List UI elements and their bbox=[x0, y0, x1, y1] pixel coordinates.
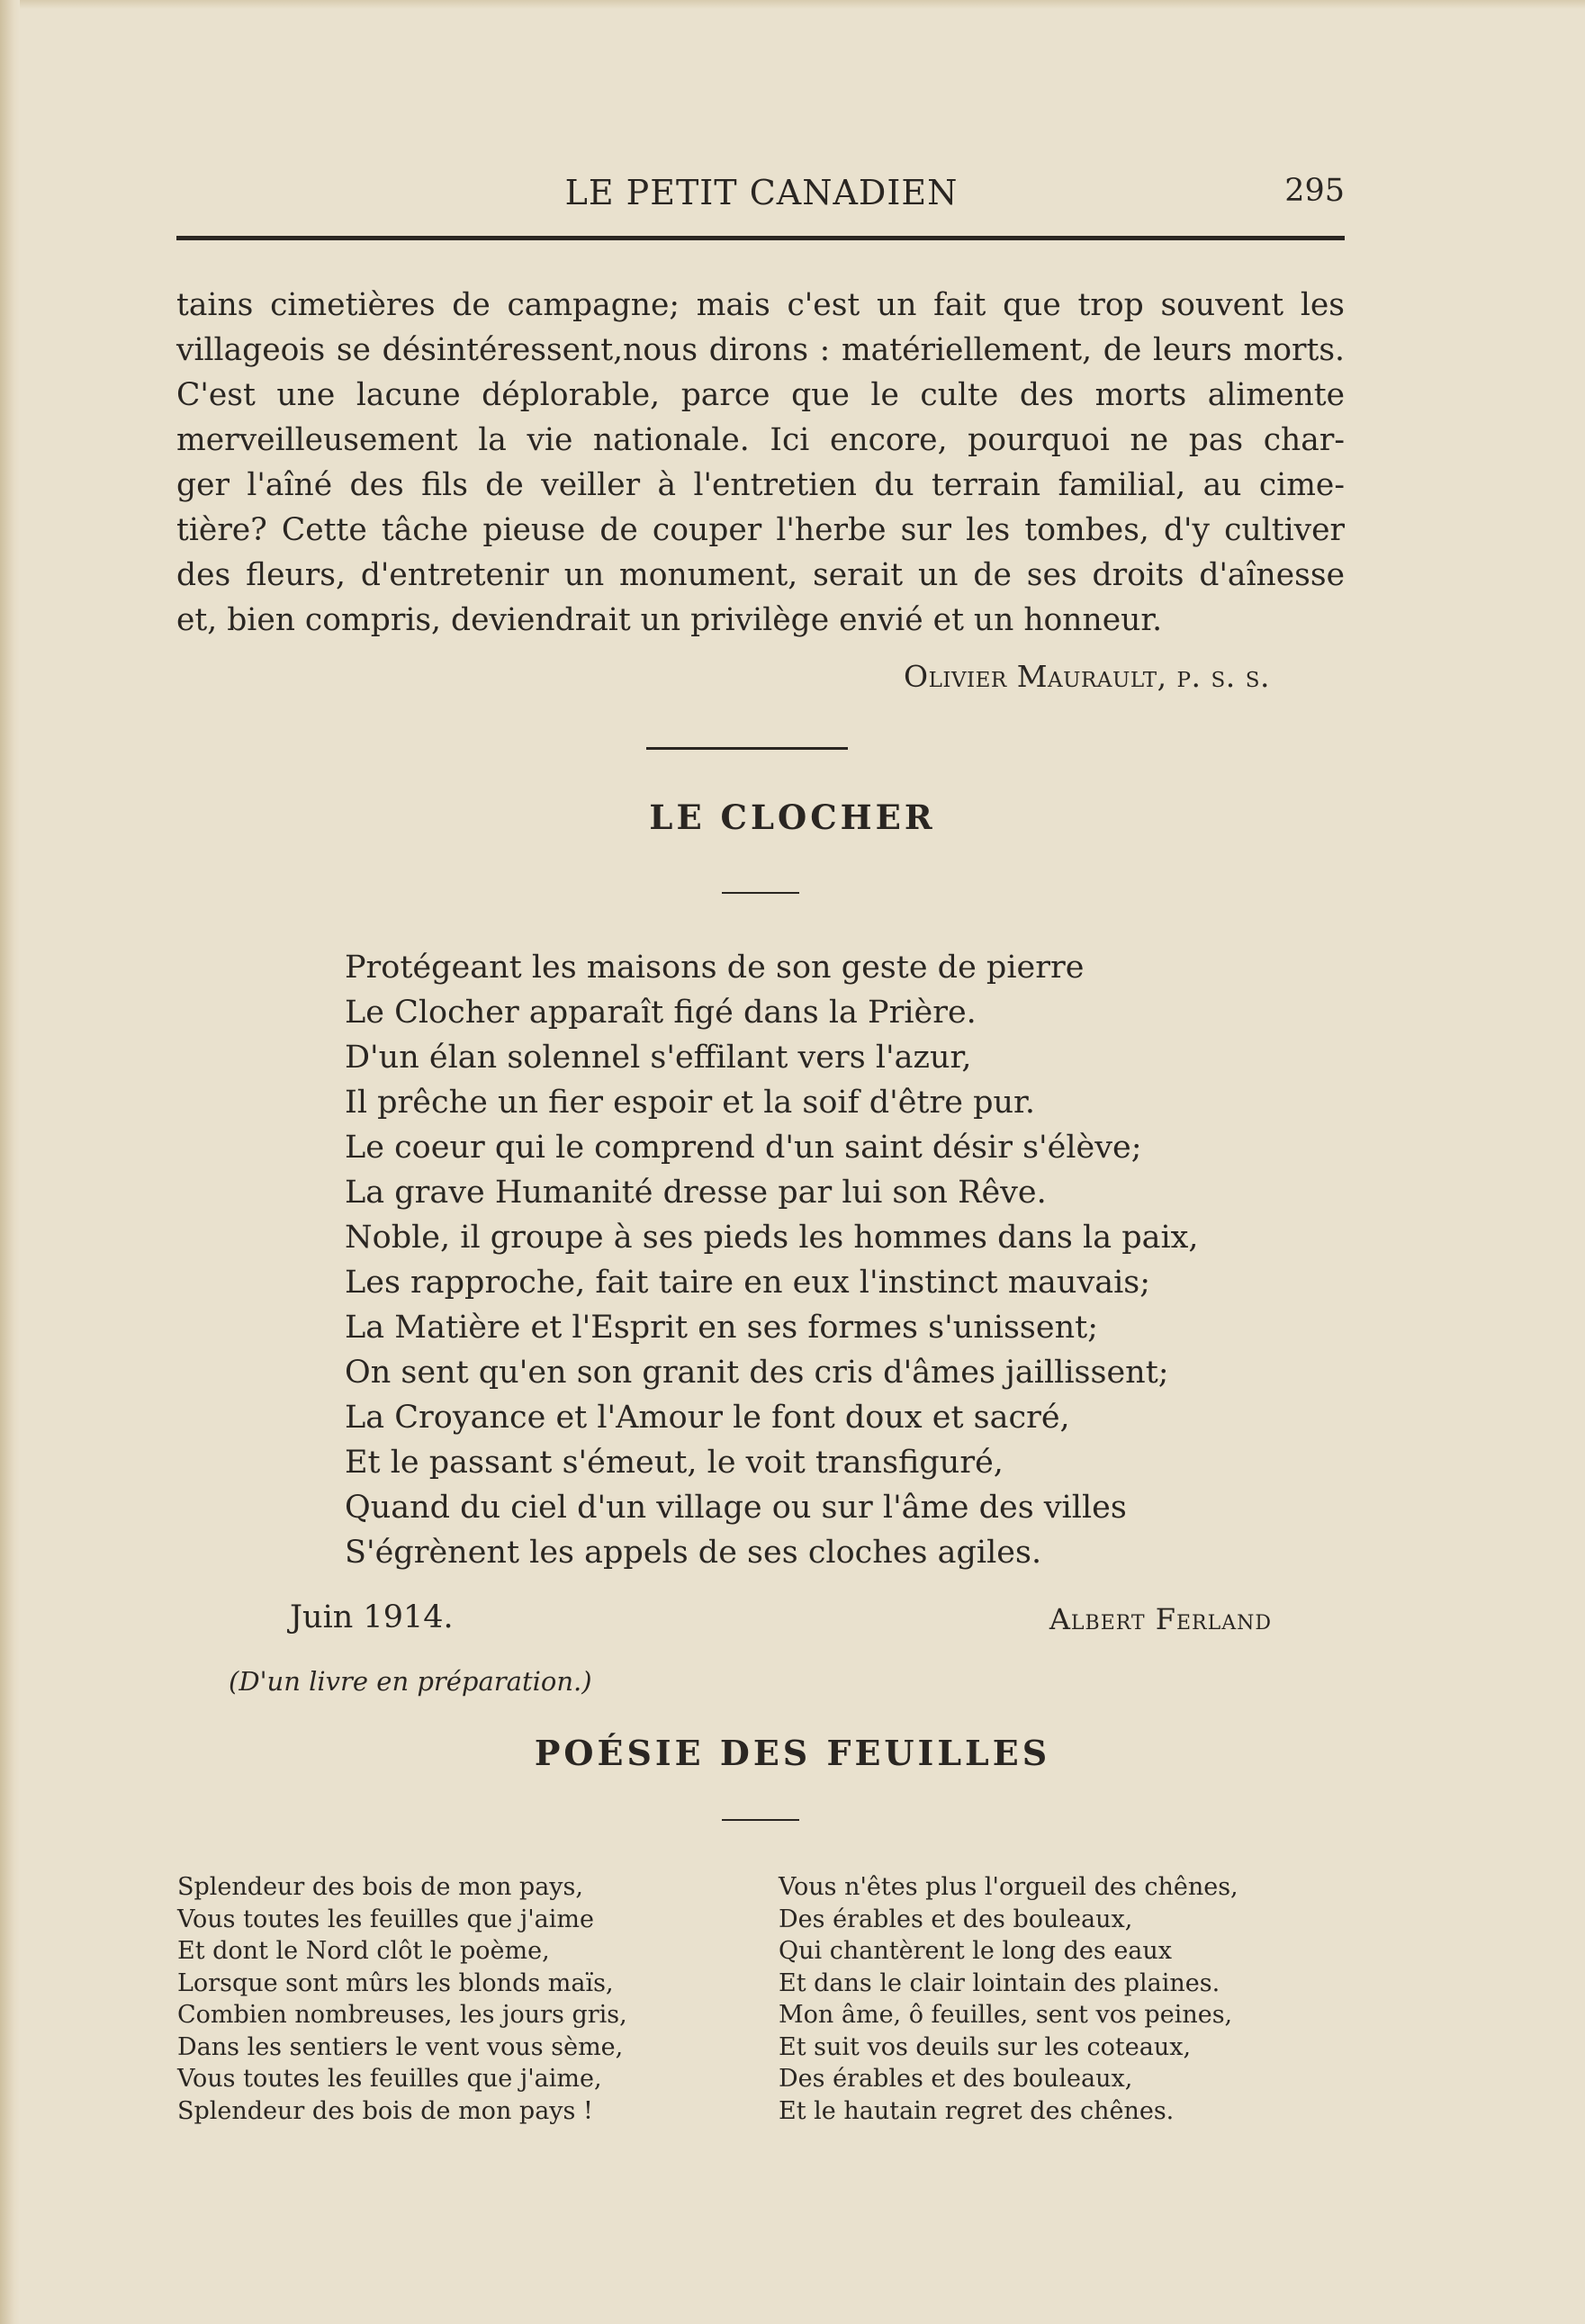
page-header bbox=[178, 173, 1345, 227]
title-underline bbox=[722, 1819, 799, 1821]
verse-line: Splendeur des bois de mon pays, bbox=[177, 1873, 583, 1901]
verse-line: La Matière et l'Esprit en ses formes s'unissent; bbox=[345, 1310, 1099, 1346]
verse-line: Et le passant s'émeut, le voit transfiguré, bbox=[345, 1445, 1004, 1481]
right-stanza bbox=[779, 1871, 1238, 2127]
prose-line: et, bien compris, deviendrait un privilège envié et un honneur. bbox=[176, 602, 1163, 638]
verse-line: Et dans le clair lointain des plaines. bbox=[779, 1968, 1220, 1997]
prose-line: tière? Cette tâche pieuse de couper l'herbe sur les tombes, d'y cultiver bbox=[176, 512, 1345, 548]
verse-line: D'un élan solennel s'effilant vers l'azur, bbox=[345, 1040, 972, 1076]
verse-line: Le Clocher apparaît figé dans la Prière. bbox=[345, 995, 977, 1031]
verse-line: Les rapproche, fait taire en eux l'instinct mauvais; bbox=[345, 1265, 1151, 1301]
prose-line: des fleurs, d'entretenir un monument, serait un de ses droits d'aînesse bbox=[176, 557, 1345, 593]
verse-line: La Croyance et l'Amour le font doux et sacré, bbox=[345, 1400, 1070, 1436]
poem-clocher-verses bbox=[345, 945, 1199, 1575]
prose-line: merveilleusement la vie nationale. Ici encore, pourquoi ne pas char- bbox=[176, 422, 1345, 458]
verse-line: On sent qu'en son granit des cris d'âmes jaillissent; bbox=[345, 1355, 1169, 1391]
verse-line: Combien nombreuses, les jours gris, bbox=[177, 2001, 627, 2029]
source-note: (D'un livre en préparation.) bbox=[229, 1666, 592, 1697]
poem-author: Albert Ferland bbox=[1049, 1602, 1272, 1636]
verse-line: S'égrènent les appels de ses cloches agiles. bbox=[345, 1535, 1042, 1571]
poem-title-clocher: LE CLOCHER bbox=[649, 797, 936, 837]
poem-date: Juin 1914. bbox=[290, 1599, 454, 1635]
verse-line: Il prêche un fier espoir et la soif d'être pur. bbox=[345, 1085, 1036, 1121]
poem-title-feuilles: POÉSIE DES FEUILLES bbox=[534, 1733, 1051, 1773]
prose-line: C'est une lacune déplorable, parce que le culte des morts alimente bbox=[176, 377, 1345, 413]
page-top-edge bbox=[0, 0, 1585, 9]
left-stanza bbox=[177, 1871, 627, 2127]
verse-line: Splendeur des bois de mon pays ! bbox=[177, 2096, 593, 2125]
verse-line: Noble, il groupe à ses pieds les hommes dans la paix, bbox=[345, 1220, 1199, 1256]
section-divider bbox=[646, 747, 848, 750]
verse-line: Des érables et des bouleaux, bbox=[779, 2065, 1133, 2093]
verse-line: Le coeur qui le comprend d'un saint désir s'élève; bbox=[345, 1130, 1142, 1166]
verse-line: Et le hautain regret des chênes. bbox=[779, 2096, 1175, 2125]
verse-line: Vous n'êtes plus l'orgueil des chênes, bbox=[779, 1873, 1238, 1901]
title-underline bbox=[722, 892, 799, 894]
verse-line: Dans les sentiers le vent vous sème, bbox=[177, 2032, 624, 2061]
page-number: 295 bbox=[1284, 173, 1345, 209]
page-left-edge bbox=[0, 0, 20, 2324]
verse-line: Vous toutes les feuilles que j'aime bbox=[177, 1905, 594, 1933]
article-signature: Olivier Maurault, p. s. s. bbox=[904, 659, 1270, 694]
header-rule bbox=[176, 236, 1345, 240]
prose-line: ger l'aîné des fils de veiller à l'entretien du terrain familial, au cime- bbox=[176, 467, 1345, 503]
prose-line: villageois se désintéressent,nous dirons : matériellement, de leurs morts. bbox=[176, 332, 1345, 368]
verse-line: Mon âme, ô feuilles, sent vos peines, bbox=[779, 2001, 1233, 2029]
verse-line: La grave Humanité dresse par lui son Rêve. bbox=[345, 1175, 1047, 1211]
verse-line: Et suit vos deuils sur les coteaux, bbox=[779, 2032, 1192, 2061]
verse-line: Qui chantèrent le long des eaux bbox=[779, 1937, 1173, 1965]
verse-line: Et dont le Nord clôt le poème, bbox=[177, 1937, 550, 1965]
running-title: LE PETIT CANADIEN bbox=[564, 173, 959, 212]
verse-line: Des érables et des bouleaux, bbox=[779, 1905, 1133, 1933]
verse-line: Quand du ciel d'un village ou sur l'âme des villes bbox=[345, 1490, 1127, 1526]
prose-line: tains cimetières de campagne; mais c'est un fait que trop souvent les bbox=[176, 287, 1345, 323]
verse-line: Lorsque sont mûrs les blonds maïs, bbox=[177, 1968, 614, 1997]
verse-line: Vous toutes les feuilles que j'aime, bbox=[177, 2065, 602, 2093]
verse-line: Protégeant les maisons de son geste de pierre bbox=[345, 950, 1085, 986]
article-end-paragraph bbox=[176, 283, 1345, 643]
